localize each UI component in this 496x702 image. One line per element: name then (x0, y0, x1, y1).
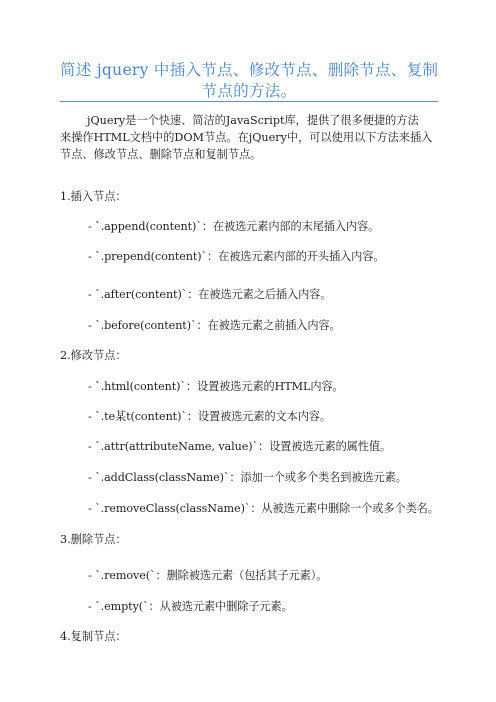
list-item: - `.attr(attributeName, value)`：设置被选元素的属性值。 (88, 440, 392, 453)
section-heading-delete: 3.删除节点： (60, 533, 127, 546)
list-item: - `.prepend(content)`：在被选元素内部的开头插入内容。 (88, 250, 385, 263)
intro-line-3: 节点、修改节点、删除节点和复制节点。 (60, 148, 262, 161)
list-item: - `.html(content)`：设置被选元素的HTML内容。 (88, 380, 344, 393)
title-line-1: 简述 jquery 中插入节点、修改节点、删除节点、复制 (60, 61, 439, 79)
intro-paragraph (60, 112, 440, 163)
list-item: - `.te某t(content)`：设置被选元素的文本内容。 (88, 410, 331, 423)
document-title (60, 60, 438, 102)
title-line-2: 节点的方法。 (201, 82, 297, 100)
section-heading-insert: 1.插入节点： (60, 190, 127, 203)
section-heading-modify: 2.修改节点： (60, 349, 127, 362)
list-item: - `.empty(`：从被选元素中删除子元素。 (88, 600, 293, 613)
intro-line-1: jQuery是一个快速、简洁的JavaScript库，提供了很多便捷的方法 (87, 114, 419, 127)
list-item: - `.addClass(className)`：添加一个或多个类名到被选元素。 (88, 471, 407, 484)
list-item: - `.after(content)`：在被选元素之后插入内容。 (88, 288, 332, 301)
list-item: - `.before(content)`：在被选元素之前插入内容。 (88, 319, 341, 332)
list-item: - `.append(content)`：在被选元素内部的末尾插入内容。 (88, 220, 380, 233)
list-item: - `.removeClass(className)`：从被选元素中删除一个或多个类名。 (88, 502, 439, 515)
intro-line-2: 来操作HTML文档中的DOM节点。在jQuery中，可以使用以下方法来插入 (60, 131, 433, 144)
list-item: - `.remove(`：删除被选元素（包括其子元素）。 (88, 569, 328, 582)
section-heading-copy: 4.复制节点： (60, 630, 127, 643)
title-divider (60, 101, 438, 102)
